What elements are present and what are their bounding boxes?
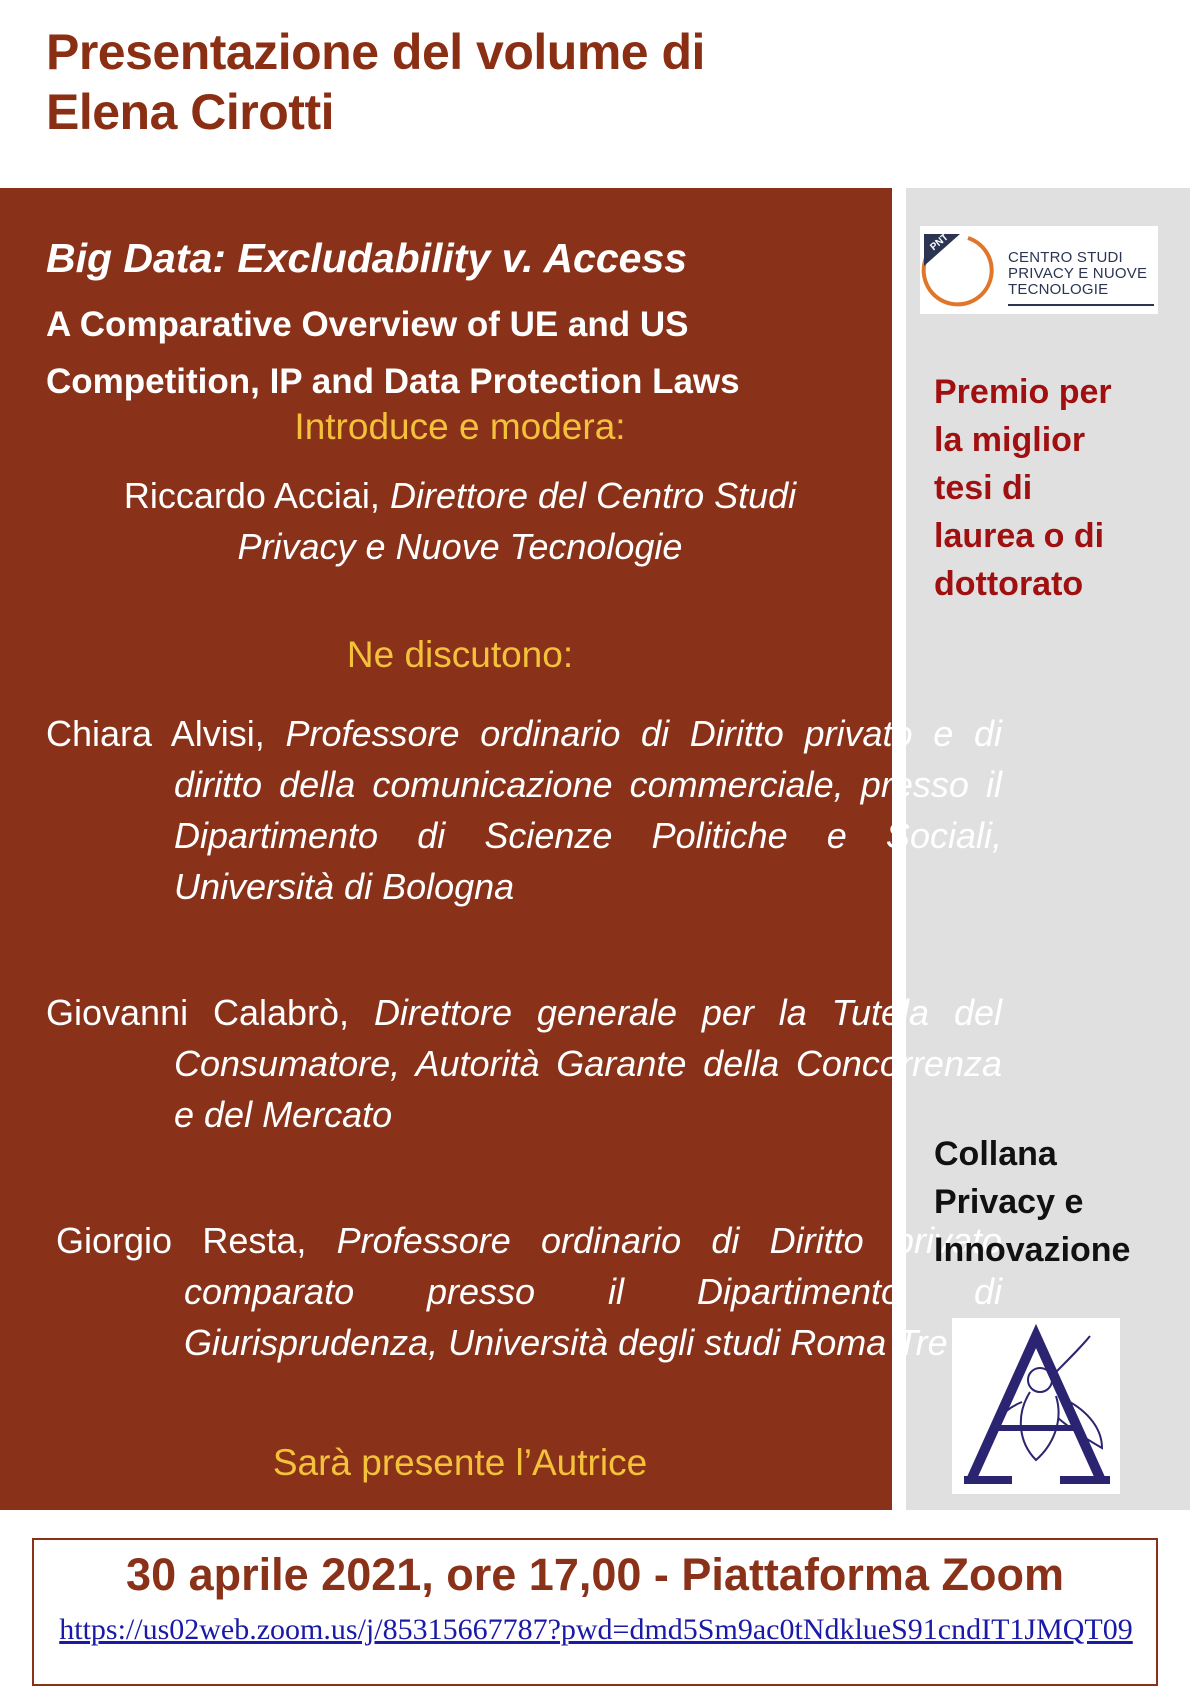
publisher-logo-svg	[952, 1318, 1120, 1494]
collana-note	[934, 1130, 1174, 1274]
speaker-name: Giovanni Calabrò,	[46, 992, 350, 1033]
title-line-1: Presentazione del volume di	[46, 24, 705, 80]
speaker-role: Professore ordinario di Diritto privato e di diritto della comunicazione commerciale, presso il Dipartimento di Scienze Politiche e Sociali, Università di Bologna	[174, 713, 1002, 907]
speaker-1	[46, 708, 1002, 912]
premio-note	[934, 368, 1164, 608]
moderator-role-line-1: Direttore del Centro Studi	[389, 475, 797, 516]
speaker-name: Chiara Alvisi,	[46, 713, 265, 754]
speaker-role: Direttore generale per la Tutela del Consumatore, Autorità Garante della Concorrenza e del Mercato	[174, 992, 1002, 1135]
collana-line: Privacy e	[934, 1183, 1084, 1221]
author-present-note: Sarà presente l’Autrice	[272, 1442, 648, 1483]
premio-line: Premio per	[934, 373, 1112, 411]
logo-line-2: PRIVACY E NUOVE	[1008, 265, 1148, 282]
event-details-box	[32, 1538, 1158, 1686]
logo-line-1: CENTRO STUDI	[1008, 249, 1123, 266]
moderator-heading: Introduce e modera:	[294, 406, 626, 447]
speaker-role: Professore ordinario di Diritto privato comparato presso il Dipartimento di Giurisprudenza, Università degli studi Roma Tre	[184, 1220, 1002, 1363]
logo-underline	[1008, 304, 1154, 306]
title-line-2: Elena Cirotti	[46, 84, 334, 140]
premio-line: la miglior	[934, 421, 1086, 459]
book-subtitle	[46, 296, 876, 410]
speaker-name: Giorgio Resta,	[56, 1220, 307, 1261]
speaker-3	[56, 1215, 1002, 1368]
premio-line: laurea o di	[934, 517, 1105, 555]
book-subtitle-line-1: A Comparative Overview of UE and US	[46, 305, 689, 344]
logo-badge-text: PNT	[928, 231, 951, 254]
premio-line: tesi di	[934, 469, 1033, 507]
book-title: Big Data: Excludability v. Access	[46, 235, 688, 281]
book-subtitle-line-2: Competition, IP and Data Protection Laws	[46, 362, 740, 401]
angel-letter-a-logo-icon	[952, 1318, 1120, 1494]
zoom-link[interactable]: https://us02web.zoom.us/j/85315667787?pwd=dmd5Sm9ac0tNdklueS91cndIT1JMQT09	[59, 1613, 1133, 1646]
page-title	[46, 22, 866, 142]
logo-text	[1008, 250, 1158, 298]
collana-line: Innovazione	[934, 1231, 1131, 1269]
speaker-2	[46, 987, 1002, 1140]
moderator-block	[40, 470, 880, 572]
collana-line: Collana	[934, 1135, 1057, 1173]
moderator-role-line-2: Privacy e Nuove Tecnologie	[237, 526, 683, 567]
panel-heading: Ne discutono:	[346, 634, 574, 675]
moderator-name: Riccardo Acciai,	[123, 475, 380, 516]
event-date: 30 aprile 2021, ore 17,00 - Piattaforma Zoom	[126, 1549, 1064, 1600]
logo-line-3: TECNOLOGIE	[1008, 281, 1109, 298]
centro-studi-logo	[920, 226, 1158, 314]
pnt-ring-icon	[920, 226, 1010, 314]
premio-line: dottorato	[934, 565, 1084, 603]
